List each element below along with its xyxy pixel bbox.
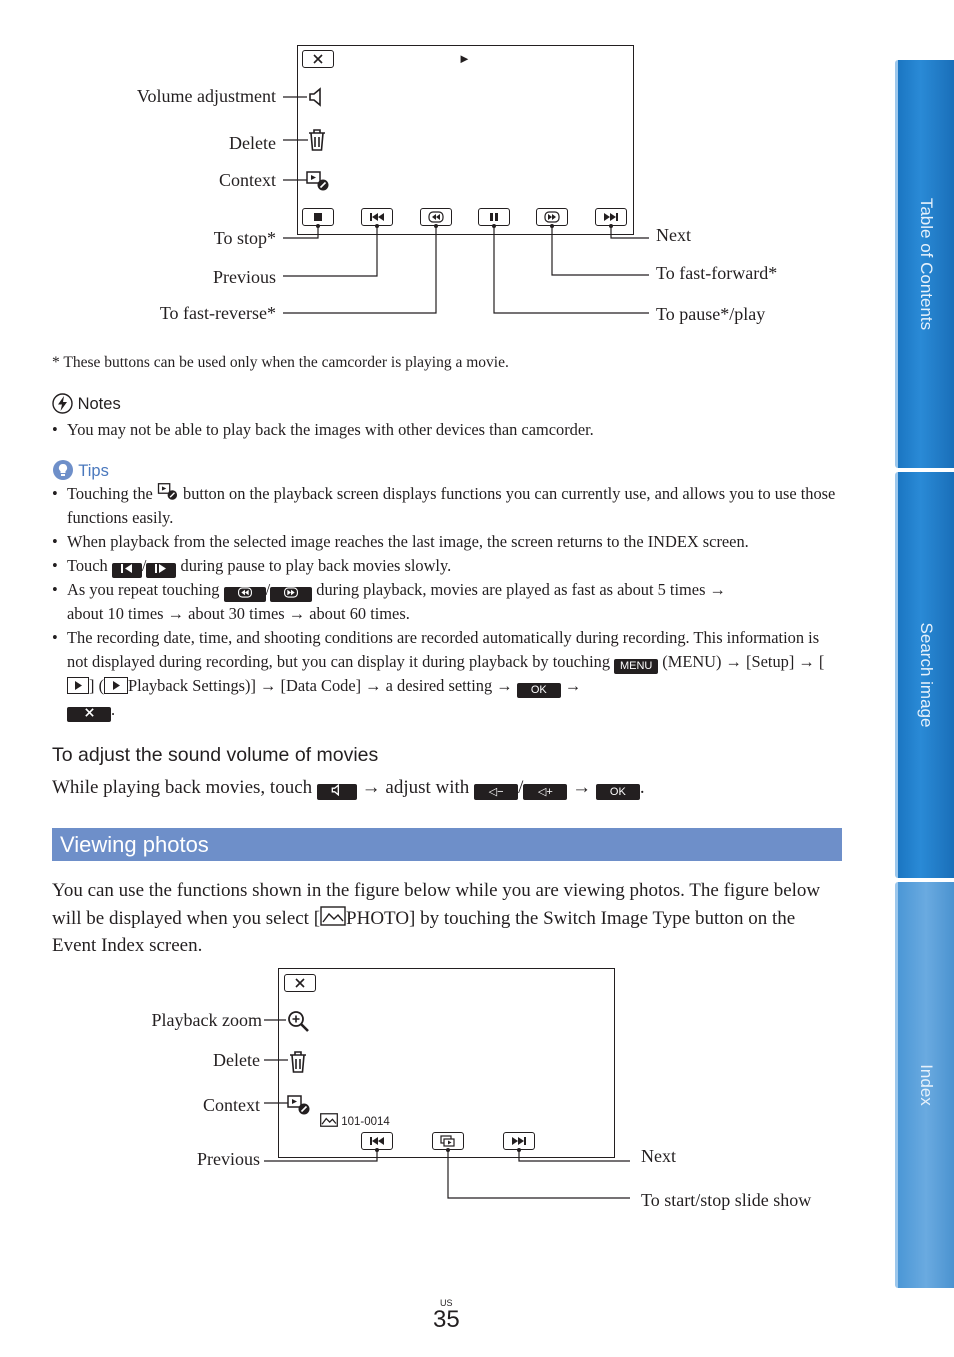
label-delete: Delete	[213, 1050, 260, 1070]
label-slideshow: To start/stop slide show	[641, 1190, 812, 1210]
slideshow-button[interactable]	[432, 1132, 464, 1150]
list-item: • As you repeat touching / during playback, movies are played as fast as about 5 times → about 10 times → about 30 times → about 60 times.	[52, 578, 842, 626]
close-icon	[294, 977, 306, 989]
play-indicator: ►	[458, 51, 471, 66]
file-number-text: 101-0014	[341, 1116, 390, 1128]
notes-list	[52, 418, 842, 442]
paragraph-text: You can use the functions shown in the figure below while you are viewing photos. The figure below will be displayed when you select [	[52, 880, 821, 929]
label-context: Context	[203, 1095, 260, 1115]
fast-reverse-icon	[237, 587, 253, 598]
pause-play-button[interactable]	[478, 208, 510, 226]
stop-icon	[313, 212, 323, 222]
notes-heading	[52, 393, 121, 415]
tips-list	[52, 482, 842, 722]
fast-forward-button[interactable]	[536, 208, 568, 226]
label-context: Context	[219, 170, 276, 190]
close-icon	[312, 53, 324, 65]
sidebar-tab-index[interactable]	[895, 882, 954, 1288]
tip-text: Playback Settings)] → [Data Code] → a desired setting →	[128, 676, 513, 695]
volume-icon	[330, 784, 343, 796]
footnote: * These buttons can be used only when the camcorder is playing a movie.	[52, 354, 509, 371]
list-item: • You may not be able to play back the images with other devices than camcorder.	[52, 418, 842, 442]
tip-text: Touching the	[67, 484, 153, 503]
list-item	[52, 482, 842, 530]
paragraph-text: PHOTO] by touching the Switch Image Type button on the Event Index screen.	[52, 907, 796, 956]
close-icon	[84, 707, 95, 718]
label-delete: Delete	[229, 133, 276, 153]
playback-icon	[104, 677, 128, 694]
fast-reverse-button[interactable]	[420, 208, 452, 226]
movie-screen	[297, 45, 634, 235]
photo-icon	[320, 1113, 338, 1127]
list-item: • When playback from the selected image reaches the last image, the screen returns to the INDEX screen.	[52, 530, 842, 554]
section-heading-viewing-photos: Viewing photos	[52, 828, 842, 861]
playback-icon	[67, 677, 89, 694]
volume-down-key: ◁−	[474, 784, 518, 800]
tip-text: during playback, movies are played as fast as about 5 times →	[316, 580, 726, 599]
tip-text: about 10 times → about 30 times → about 60 times.	[67, 604, 410, 623]
close-button[interactable]	[284, 974, 316, 992]
page-number: 35	[433, 1306, 460, 1333]
volume-key	[317, 784, 357, 800]
fast-reverse-icon	[428, 211, 444, 223]
slow-reverse-key	[112, 563, 142, 578]
menu-key: MENU	[614, 659, 658, 674]
context-icon[interactable]	[306, 170, 330, 192]
label-previous: Previous	[197, 1149, 260, 1169]
sound-volume-heading: To adjust the sound volume of movies	[52, 744, 379, 766]
trash-icon[interactable]	[306, 128, 328, 152]
slow-forward-key	[146, 563, 176, 578]
fast-reverse-key	[224, 587, 266, 602]
label-fast-forward: To fast-forward*	[656, 263, 778, 283]
fast-forward-icon	[283, 587, 299, 598]
photo-icon	[320, 906, 346, 926]
tips-heading	[52, 459, 109, 482]
context-icon[interactable]	[287, 1094, 311, 1116]
sidebar-tab-table-of-contents[interactable]	[895, 60, 954, 468]
stop-button[interactable]	[302, 208, 334, 226]
label-playback-zoom: Playback zoom	[151, 1010, 262, 1030]
slideshow-icon	[440, 1135, 456, 1147]
tip-text: (	[98, 676, 105, 695]
file-number	[320, 1113, 390, 1130]
previous-button[interactable]	[361, 208, 393, 226]
ok-key: OK	[596, 784, 640, 800]
label-pause-play: To pause*/play	[656, 304, 766, 324]
next-button[interactable]	[503, 1132, 535, 1150]
volume-icon[interactable]	[307, 87, 327, 107]
label-to-stop: To stop*	[213, 228, 276, 248]
slow-forward-icon	[153, 563, 169, 574]
instruction-text: .	[639, 777, 645, 798]
tip-text: The recording date, time, and shooting conditions are recorded automatically during recording. This information is not displayed during recording, but you can display it during playback by touching	[67, 628, 820, 671]
slow-reverse-icon	[119, 563, 135, 574]
skip-previous-icon	[369, 212, 385, 222]
skip-next-icon	[511, 1136, 527, 1146]
pause-icon	[489, 212, 499, 222]
tips-heading-text: Tips	[78, 462, 109, 480]
list-item: • Touch / during pause to play back movies slowly.	[52, 554, 842, 578]
tip-text: As you repeat touching	[67, 580, 220, 599]
ok-key: OK	[517, 683, 561, 698]
context-icon	[157, 482, 179, 501]
tip-text: .	[111, 700, 116, 719]
notes-heading-text: Notes	[77, 395, 121, 413]
sidebar-tab-search-image[interactable]	[895, 472, 954, 878]
previous-button[interactable]	[361, 1132, 393, 1150]
sidebar-tab-label: Search image	[917, 622, 936, 728]
close-key	[67, 707, 111, 722]
warning-icon	[52, 393, 73, 414]
label-previous: Previous	[213, 267, 276, 287]
photos-paragraph	[52, 877, 842, 960]
trash-icon[interactable]	[287, 1050, 309, 1074]
sidebar-tab-label: Index	[917, 1064, 936, 1106]
sidebar-tab-label: Table of Contents	[917, 197, 936, 331]
next-button[interactable]	[595, 208, 627, 226]
zoom-icon[interactable]	[286, 1009, 310, 1033]
label-volume-adjustment: Volume adjustment	[136, 86, 276, 106]
fast-forward-key	[270, 587, 312, 602]
instruction-text: → adjust with	[361, 777, 470, 798]
label-next: Next	[656, 225, 691, 245]
skip-previous-icon	[369, 1136, 385, 1146]
tip-text: (MENU) → [Setup] → [	[662, 652, 825, 671]
label-fast-reverse: To fast-reverse*	[159, 303, 276, 323]
tip-text: Touch	[67, 556, 108, 575]
list-item: • The recording date, time, and shooting conditions are recorded automatically during recording. This information is not displayed during recording, but you can display it during playback by touching MENU (MENU) → [Setup] → [ ] ( Playback Settings)] → [Data Code] → a desired setting → OK → .	[52, 626, 842, 722]
label-next: Next	[641, 1146, 676, 1166]
tip-text: →	[564, 676, 582, 695]
instruction-text: While playing back movies, touch	[52, 777, 313, 798]
sound-volume-instructions: While playing back movies, touch → adjust with ◁− / ◁+ → OK .	[52, 777, 645, 798]
tip-text: button on the playback screen displays functions you can currently use, and allows you to use those functions easily.	[67, 484, 836, 527]
tip-text: during pause to play back movies slowly.	[180, 556, 452, 575]
fast-forward-icon	[544, 211, 560, 223]
page-region: US	[440, 1298, 453, 1308]
instruction-text: →	[572, 777, 592, 798]
close-button[interactable]	[302, 50, 334, 68]
volume-up-key: ◁+	[523, 784, 567, 800]
lightbulb-icon	[52, 459, 74, 481]
skip-next-icon	[603, 212, 619, 222]
